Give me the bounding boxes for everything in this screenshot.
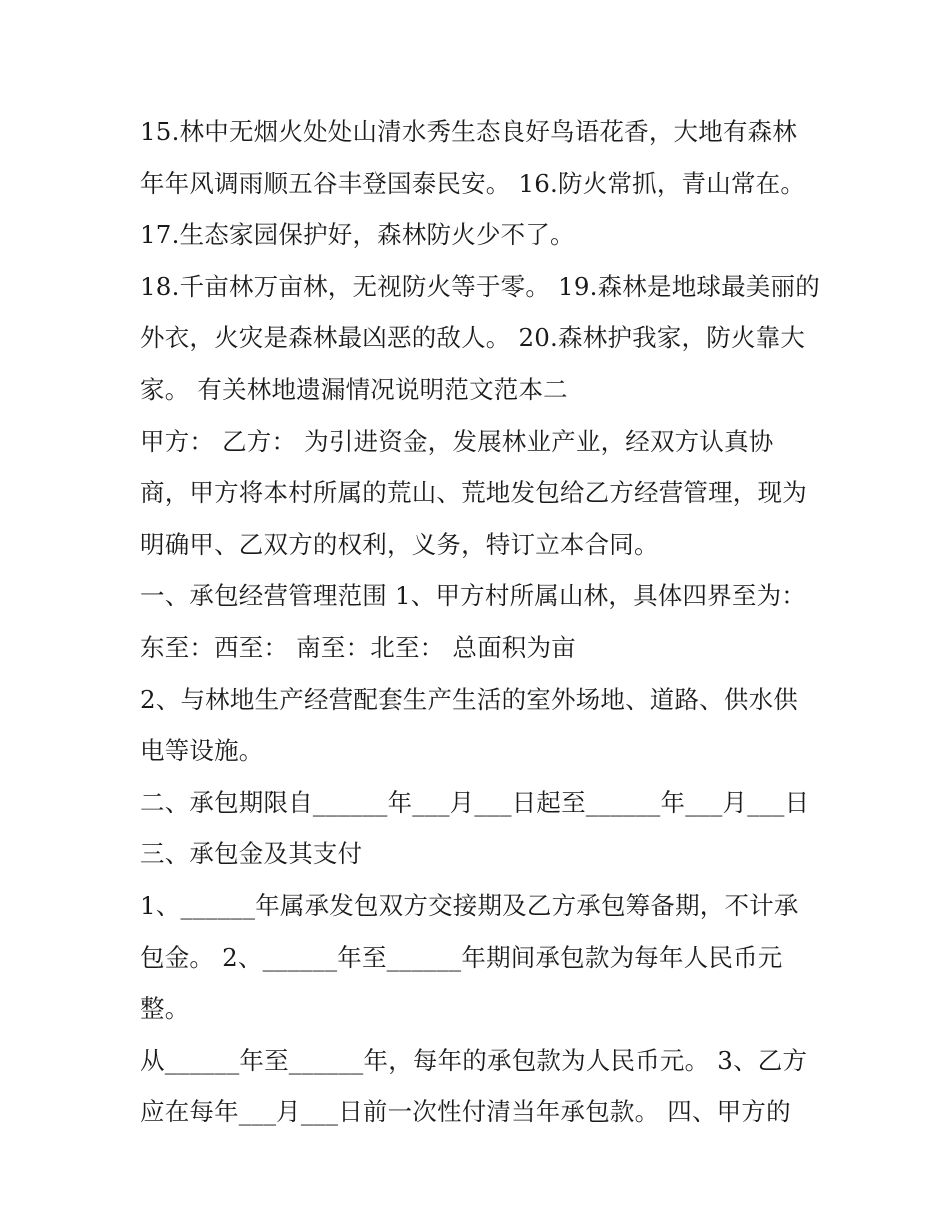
- text-line: 1、______年属承发包双方交接期及乙方承包筹备期，不计承: [140, 890, 799, 920]
- text-line: 整。: [140, 994, 190, 1024]
- text-line: 电等设施。: [140, 736, 264, 766]
- text-line: 明确甲、乙双方的权利，义务，特订立本合同。: [140, 529, 659, 559]
- text-line: 从______年至______年，每年的承包款为人民币元。 3、乙方: [140, 1045, 808, 1075]
- text-line: 甲方： 乙方： 为引进资金，发展林业产业，经双方认真协: [140, 426, 774, 456]
- text-line: 17.生态家园保护好，森林防火少不了。: [140, 220, 575, 250]
- text-line: 应在每年___月___日前一次性付清当年承包款。 四、甲方的: [140, 1097, 791, 1127]
- text-line: 二、承包期限自______年___月___日起至______年___月___日: [140, 787, 810, 817]
- text-line: 商，甲方将本村所属的荒山、荒地发包给乙方经营管理，现为: [140, 478, 807, 508]
- text-line: 2、与林地生产经营配套生产生活的室外场地、道路、供水供: [140, 684, 798, 714]
- text-line: 年年风调雨顺五谷丰登国泰民安。 16.防火常抓，青山常在。: [140, 168, 806, 198]
- text-line: 一、承包经营管理范围 1、甲方村所属山林，具体四界至为：: [140, 581, 806, 611]
- text-line: 15.林中无烟火处处山清水秀生态良好鸟语花香，大地有森林: [140, 117, 798, 146]
- text-line: 包金。 2、______年至______年期间承包款为每年人民币元: [140, 942, 783, 972]
- text-line: 18.千亩林万亩林，无视防火等于零。 19.森林是地球最美丽的: [140, 271, 820, 301]
- text-line: 家。 有关林地遗漏情况说明范文范本二: [140, 374, 568, 404]
- text-line: 外衣，火灾是森林最凶恶的敌人。 20.森林护我家，防火靠大: [140, 323, 806, 353]
- text-line: 东至：西至： 南至：北至： 总面积为亩: [140, 632, 576, 662]
- document-body: [140, 106, 830, 1138]
- text-line: 三、承包金及其支付: [140, 839, 363, 869]
